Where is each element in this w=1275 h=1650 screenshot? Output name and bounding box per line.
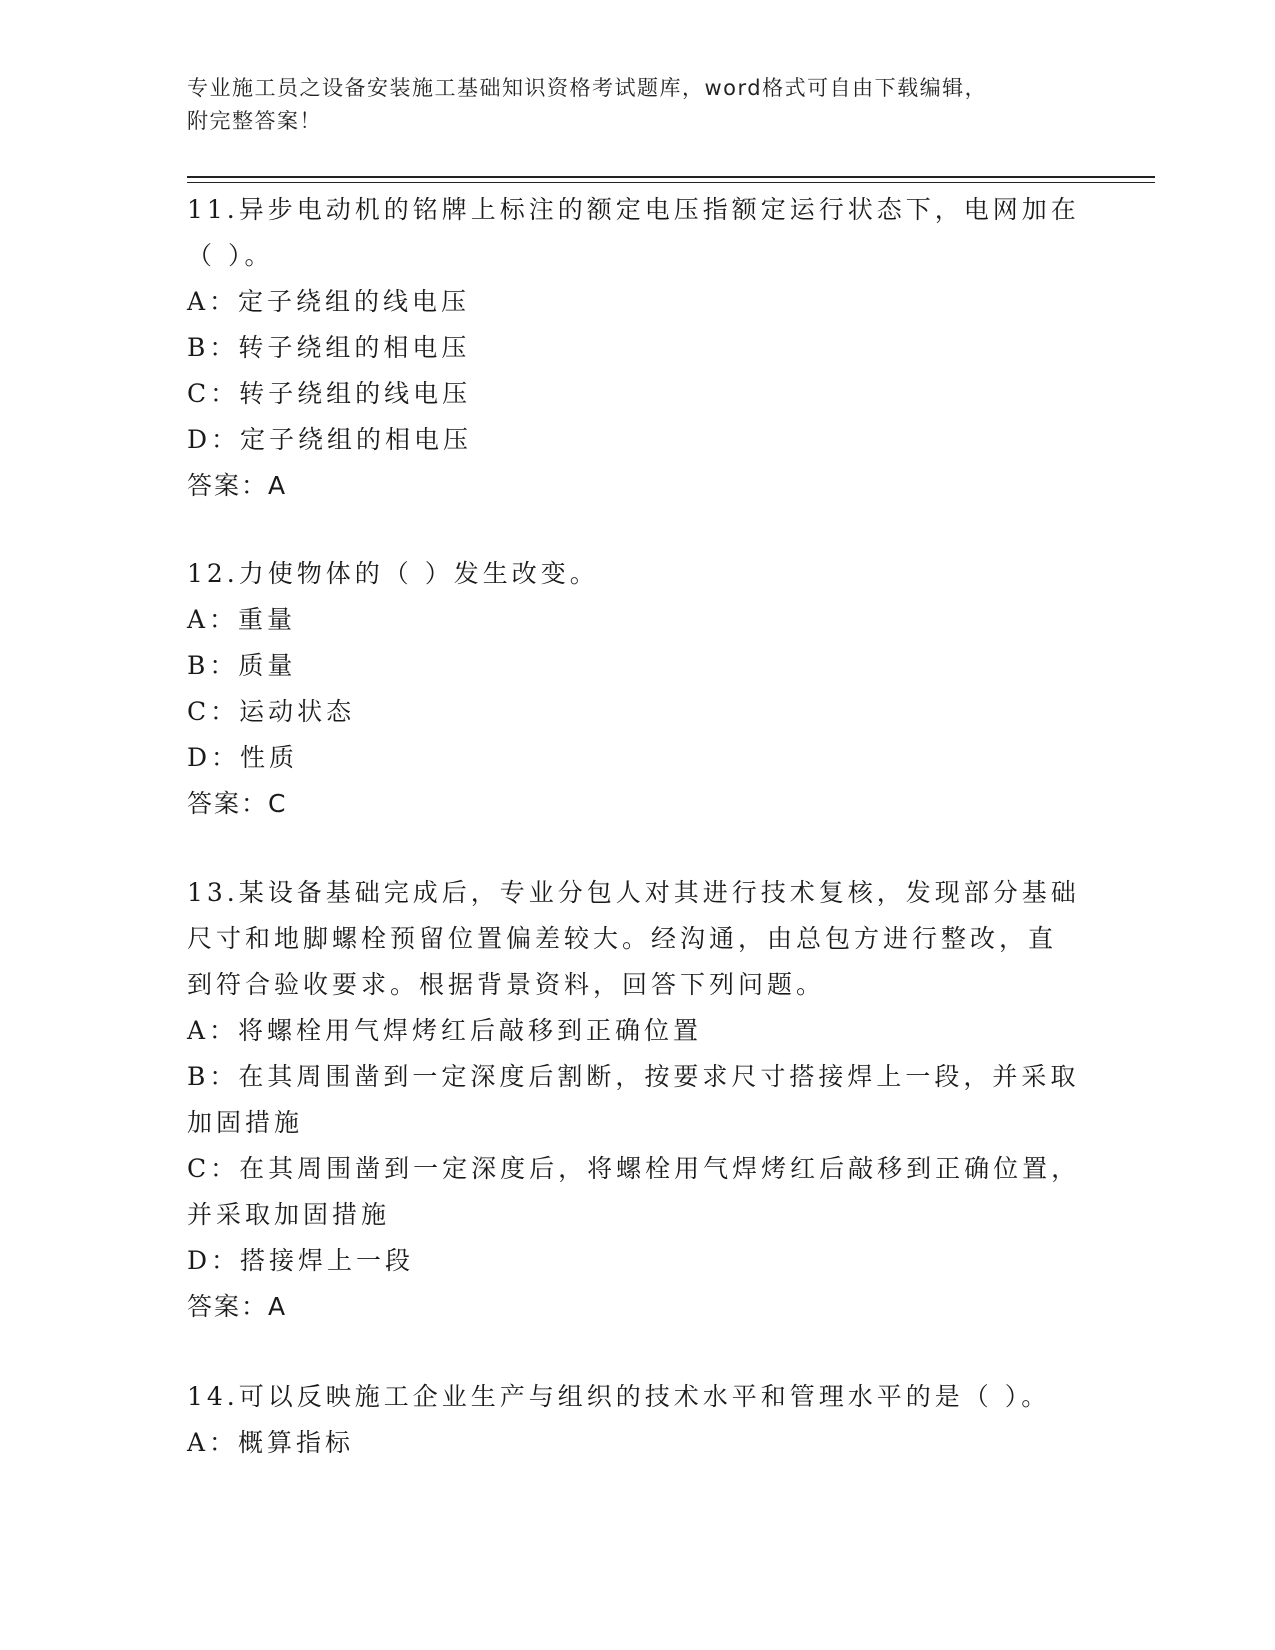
- header-divider-thick: [187, 176, 1155, 178]
- option-d: D：定子绕组的相电压: [187, 425, 473, 454]
- question-stem-line: （ ）。: [187, 241, 274, 270]
- question-stem-line: 11.异步电动机的铭牌上标注的额定电压指额定运行状态下，电网加在: [187, 195, 1080, 224]
- question-13: [187, 870, 1087, 1330]
- answer-label: 答案：A: [187, 471, 288, 500]
- answer-label: 答案：C: [187, 789, 288, 818]
- option-b: B：质量: [187, 651, 297, 680]
- question-12: [187, 551, 1087, 827]
- question-stem-line: 尺寸和地脚螺栓预留位置偏差较大。经沟通，由总包方进行整改，直: [187, 924, 1058, 953]
- question-14: [187, 1374, 1087, 1466]
- question-11: [187, 187, 1087, 509]
- answer-label: 答案：A: [187, 1292, 288, 1321]
- option-d: D：性质: [187, 743, 299, 772]
- option-b: B：转子绕组的相电压: [187, 333, 471, 362]
- question-stem-line: 12.力使物体的（ ）发生改变。: [187, 559, 599, 588]
- option-a: A：定子绕组的线电压: [187, 287, 471, 316]
- option-b-continued: 加固措施: [187, 1108, 304, 1137]
- header-divider-thin: [187, 182, 1155, 183]
- question-stem-line: 到符合验收要求。根据背景资料，回答下列问题。: [187, 970, 826, 999]
- header-line-1: 专业施工员之设备安装施工基础知识资格考试题库，word格式可自由下载编辑，: [187, 76, 988, 100]
- option-c: C：转子绕组的线电压: [187, 379, 472, 408]
- option-b: B：在其周围凿到一定深度后割断，按要求尺寸搭接焊上一段，并采取: [187, 1062, 1080, 1091]
- option-c: C：运动状态: [187, 697, 356, 726]
- document-header: [187, 72, 1067, 138]
- option-d: D：搭接焊上一段: [187, 1246, 415, 1275]
- header-line-2: 附完整答案！: [187, 109, 322, 133]
- option-a: A：将螺栓用气焊烤红后敲移到正确位置: [187, 1016, 703, 1045]
- question-stem-line: 13.某设备基础完成后，专业分包人对其进行技术复核，发现部分基础: [187, 878, 1080, 907]
- option-c: C：在其周围凿到一定深度后，将螺栓用气焊烤红后敲移到正确位置，: [187, 1154, 1081, 1183]
- option-a: A：概算指标: [187, 1428, 355, 1457]
- option-a: A：重量: [187, 605, 297, 634]
- option-c-continued: 并采取加固措施: [187, 1200, 391, 1229]
- question-stem-line: 14.可以反映施工企业生产与组织的技术水平和管理水平的是（ ）。: [187, 1382, 1051, 1411]
